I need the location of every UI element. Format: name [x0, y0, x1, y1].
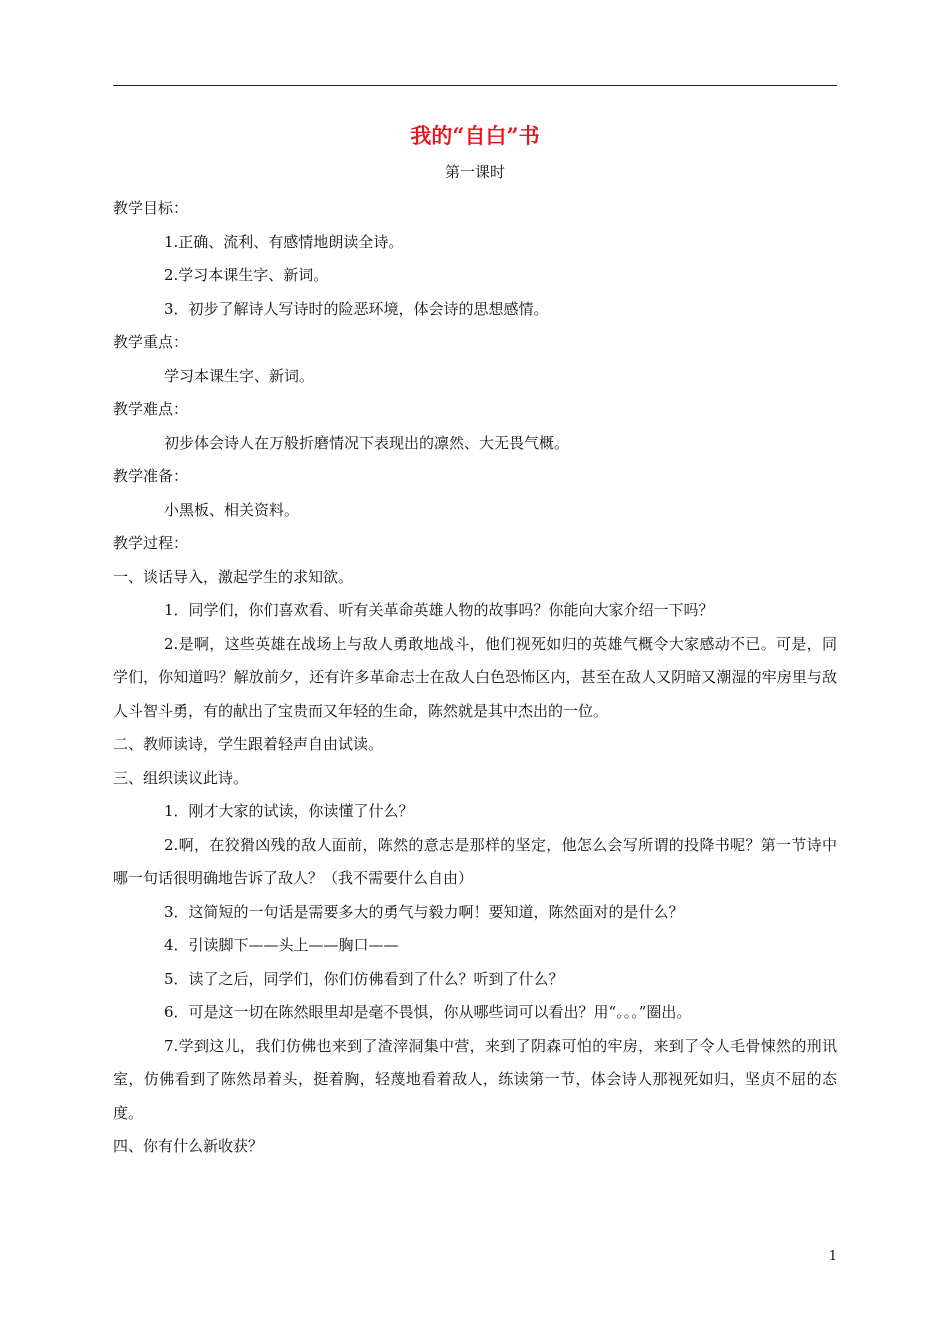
paragraph: 5．读了之后，同学们，你们仿佛看到了什么？听到了什么？ — [164, 969, 564, 988]
paragraph: 四、你有什么新收获？ — [113, 1137, 264, 1155]
paragraph: 2.啊，在狡猾凶残的敌人面前，陈然的意志是那样的坚定，他怎么会写所谓的投降书呢？第一节诗中哪一句话很明确地告诉了敌人？（我不需要什么自由） — [113, 835, 837, 887]
paragraph: 3．初步了解诗人写诗时的险恶环境，体会诗的思想感情。 — [164, 299, 549, 318]
paragraph: 初步体会诗人在万般折磨情况下表现出的凛然、大无畏气概。 — [164, 433, 570, 452]
lesson-subtitle: 第一课时 — [444, 163, 505, 181]
document-title: 我的“自白”书 — [410, 123, 540, 148]
paragraph: 2.学习本课生字、新词。 — [164, 266, 329, 284]
page-number: 1 — [828, 1249, 837, 1264]
paragraph: 三、组织读议此诗。 — [113, 768, 249, 787]
paragraph: 教学重点： — [113, 333, 189, 351]
paragraph: 教学过程： — [113, 534, 189, 552]
paragraph: 3．这简短的一句话是需要多大的勇气与毅力啊！要知道，陈然面对的是什么？ — [164, 902, 684, 921]
header-rule — [113, 85, 837, 86]
paragraph: 1.正确、流利、有感情地朗读全诗。 — [164, 232, 404, 251]
paragraph: 学习本课生字、新词。 — [164, 366, 315, 385]
paragraph: 小黑板、相关资料。 — [164, 500, 300, 519]
document-body — [113, 192, 837, 1164]
paragraph: 教学准备： — [113, 467, 189, 485]
paragraph: 1．同学们，你们喜欢看、听有关革命英雄人物的故事吗？你能向大家介绍一下吗？ — [164, 601, 714, 619]
paragraph: 二、教师读诗，学生跟着轻声自由试读。 — [113, 735, 384, 753]
paragraph: 1．刚才大家的试读，你读懂了什么？ — [164, 802, 414, 820]
paragraph: 2.是啊，这些英雄在战场上与敌人勇敢地战斗，他们视死如归的英雄气概令大家感动不已。可是，同学们，你知道吗？解放前夕，还有许多革命志士在敌人白色恐怖区内，甚至在敌人又阴暗又潮湿的牢房里与敌人斗智斗勇，有的献出了宝贵而又年轻的生命，陈然就是其中杰出的一位。 — [113, 634, 837, 720]
paragraph: 一、谈话导入，激起学生的求知欲。 — [113, 567, 354, 586]
paragraph: 6．可是这一切在陈然眼里却是毫不畏惧，你从哪些词可以看出？用“。。。”圈出。 — [164, 1003, 692, 1021]
paragraph: 7.学到这儿，我们仿佛也来到了渣滓洞集中营，来到了阴森可怕的牢房，来到了令人毛骨悚然的刑讯室，仿佛看到了陈然昂着头，挺着胸，轻蔑地看着敌人，练读第一节，体会诗人那视死如归，坚贞不屈的态度。 — [113, 1036, 837, 1122]
paragraph: 教学难点： — [113, 400, 189, 418]
paragraph: 4．引读脚下——头上——胸口—— — [164, 936, 399, 954]
paragraph: 教学目标： — [113, 199, 189, 217]
